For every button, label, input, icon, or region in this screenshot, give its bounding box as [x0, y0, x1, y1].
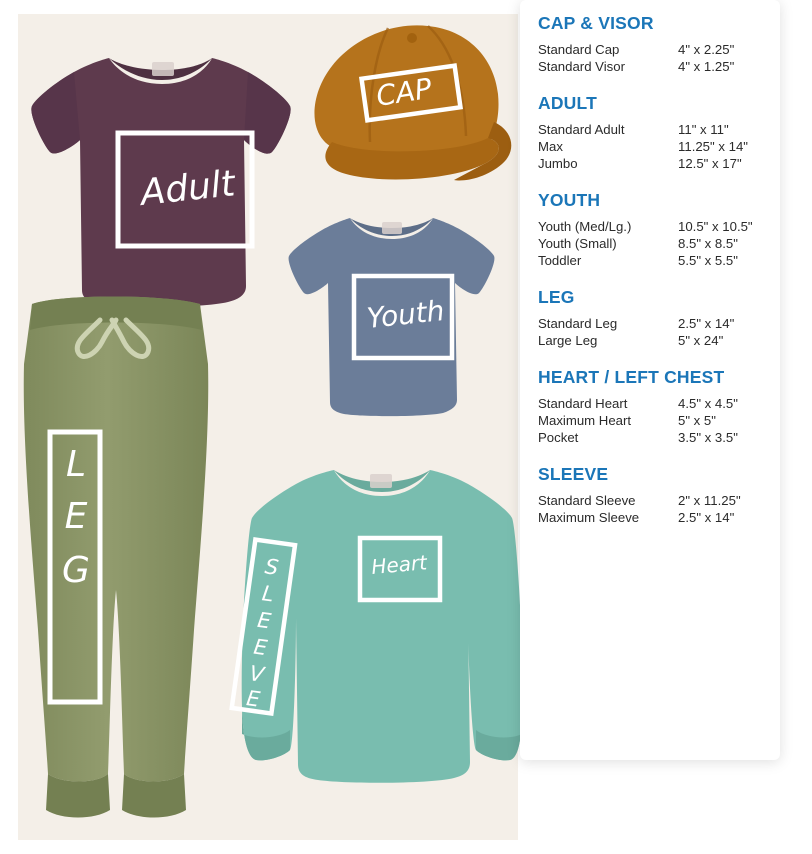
spec-row-name: Youth (Small): [538, 236, 617, 252]
spec-group-title: SLEEVE: [538, 463, 609, 484]
svg-text:Youth: Youth: [365, 294, 446, 335]
imprint-size-spec-card: [520, 0, 780, 760]
spec-row: [538, 139, 762, 156]
spec-row-value: 2.5" x 14": [678, 316, 735, 332]
svg-text:V: V: [247, 661, 266, 687]
spec-group-cap-visor: [538, 14, 762, 76]
spec-row-value: 4" x 1.25": [678, 59, 735, 75]
spec-row-name: Large Leg: [538, 333, 598, 349]
spec-row-value: 8.5" x 8.5": [678, 236, 738, 252]
spec-group-youth: [538, 191, 762, 270]
long-sleeve-tee-image: [222, 458, 532, 818]
spec-row: [538, 413, 762, 430]
spec-row-name: Pocket: [538, 429, 579, 445]
spec-row: [538, 333, 762, 350]
svg-text:L: L: [260, 581, 276, 607]
spec-row: [538, 493, 762, 510]
spec-row-name: Standard Cap: [538, 42, 620, 58]
youth-tee-image: [278, 204, 508, 444]
svg-text:E: E: [244, 686, 262, 712]
svg-text:Adult: Adult: [138, 163, 237, 214]
spec-group-leg: [538, 288, 762, 350]
spec-row-value: 12.5" x 17": [678, 156, 742, 172]
spec-row: [538, 253, 762, 270]
spec-row-name: Toddler: [538, 252, 582, 268]
spec-row-name: Standard Sleeve: [538, 493, 636, 509]
svg-text:Heart: Heart: [370, 550, 428, 579]
spec-row: [538, 510, 762, 527]
spec-row: [538, 236, 762, 253]
spec-row-name: Maximum Heart: [538, 413, 632, 429]
spec-row-value: 11.25" x 14": [678, 139, 748, 155]
spec-row: [538, 219, 762, 236]
svg-text:E: E: [252, 634, 269, 661]
spec-row: [538, 430, 762, 447]
spec-row: [538, 316, 762, 333]
spec-row-value: 4" x 2.25": [678, 42, 735, 58]
svg-text:G: G: [62, 550, 90, 591]
svg-text:S: S: [263, 554, 281, 580]
spec-row-name: Max: [538, 139, 563, 155]
joggers-image: [14, 290, 234, 840]
spec-group-title: HEART / LEFT CHEST: [538, 366, 725, 387]
svg-text:E: E: [255, 607, 273, 634]
spec-row: [538, 122, 762, 139]
spec-row-name: Standard Visor: [538, 59, 625, 75]
spec-row: [538, 42, 762, 59]
spec-row-value: 5" x 5": [678, 413, 716, 429]
spec-row-value: 5.5" x 5.5": [678, 252, 738, 268]
spec-group-title: YOUTH: [538, 189, 601, 210]
spec-row: [538, 156, 762, 173]
spec-group-title: CAP & VISOR: [538, 13, 654, 33]
spec-group-title: LEG: [538, 286, 575, 307]
spec-row-value: 10.5" x 10.5": [678, 219, 753, 235]
svg-text:L: L: [65, 444, 87, 485]
spec-row-value: 4.5" x 4.5": [678, 396, 738, 412]
cap-image: [288, 14, 528, 194]
spec-group-sleeve: [538, 465, 762, 527]
spec-group-adult: [538, 94, 762, 173]
spec-row: [538, 59, 762, 76]
svg-text:E: E: [64, 496, 88, 537]
spec-row-name: Standard Adult: [538, 122, 625, 138]
spec-row-name: Maximum Sleeve: [538, 509, 640, 525]
spec-group-heart-left-chest: [538, 368, 762, 447]
spec-row-name: Standard Heart: [538, 396, 628, 412]
spec-row-value: 2.5" x 14": [678, 509, 735, 525]
spec-row-value: 5" x 24": [678, 333, 724, 349]
spec-row-value: 2" x 11.25": [678, 493, 741, 509]
svg-text:CAP: CAP: [373, 71, 435, 113]
spec-row-name: Youth (Med/Lg.): [538, 219, 632, 235]
spec-row-value: 3.5" x 3.5": [678, 429, 738, 445]
spec-row: [538, 396, 762, 413]
spec-row-value: 11" x 11": [678, 122, 729, 138]
spec-row-name: Jumbo: [538, 156, 578, 172]
spec-row-name: Standard Leg: [538, 316, 618, 332]
spec-group-title: ADULT: [538, 93, 597, 114]
